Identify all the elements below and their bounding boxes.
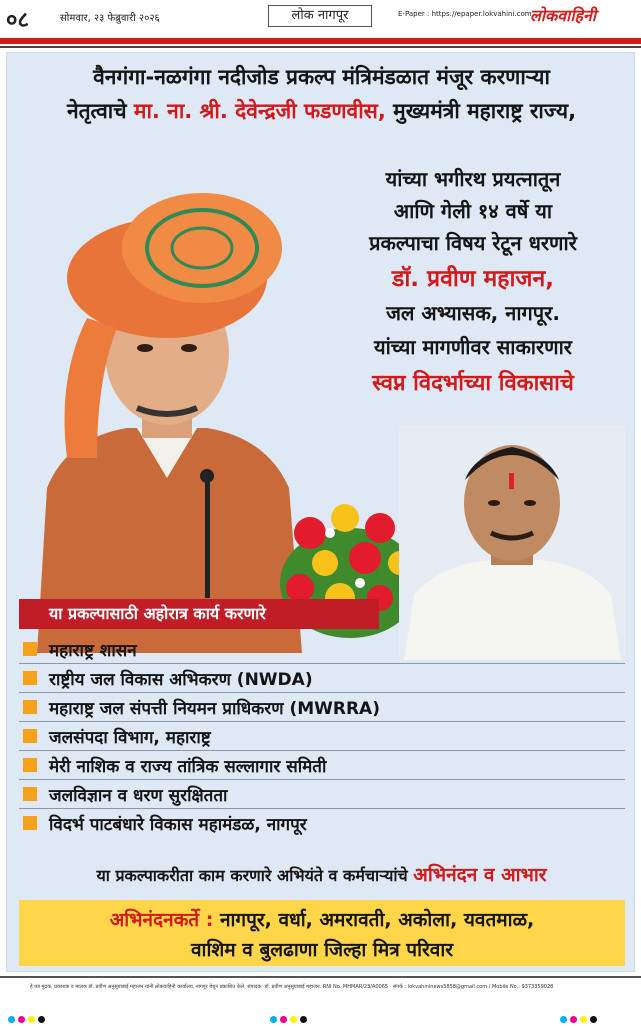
header-rule xyxy=(0,38,641,44)
list-item: महाराष्ट्र शासन xyxy=(19,635,625,664)
bullet-square-icon xyxy=(23,700,37,714)
registration-marks-center xyxy=(270,1008,310,1018)
list-item: जलसंपदा विभाग, महाराष्ट्र xyxy=(19,722,625,751)
registration-marks-right xyxy=(560,1008,600,1018)
right-text-3: प्रकल्पाचा विषय रेटून धरणारे xyxy=(369,231,577,255)
honoree-name: डॉ. प्रवीण महाजन, xyxy=(392,266,554,292)
registration-marks-left xyxy=(8,1008,48,1018)
newspaper-logo: लोकवाहिनी xyxy=(530,6,596,25)
footer-rule xyxy=(0,976,641,978)
tagline: स्वप्न विदर्भाच्या विकासाचे xyxy=(372,371,574,396)
epaper-link[interactable]: E-Paper : https://epaper.lokvahini.com xyxy=(398,10,532,18)
list-item: विदर्भ पाटबंधारे विकास महामंडळ, नागपूर xyxy=(19,809,625,837)
bullet-square-icon xyxy=(23,642,37,656)
greeters-box xyxy=(19,900,625,966)
headline-line-1: वैनगंगा-नळगंगा नदीजोड प्रकल्प मंत्रिमंडळात मंजूर करणाऱ्या xyxy=(93,65,550,89)
headline-line-2 xyxy=(7,97,636,125)
right-text-2: आणि गेली १४ वर्षे या xyxy=(393,199,553,223)
right-text-6: यांच्या मागणीवर साकारणार xyxy=(374,335,572,359)
page-number: ०८ xyxy=(6,8,29,33)
bullet-square-icon xyxy=(23,758,37,772)
honoree-portrait-image xyxy=(399,425,625,660)
advertisement-panel xyxy=(6,52,635,972)
issue-date: सोमवार, २३ फेब्रुवारी २०२६ xyxy=(60,13,160,24)
bullet-square-icon xyxy=(23,729,37,743)
list-item: मेरी नाशिक व राज्य तांत्रिक सल्लागार समिती xyxy=(19,751,625,780)
bullet-square-icon xyxy=(23,816,37,830)
right-text-5: जल अभ्यासक, नागपूर. xyxy=(386,301,560,325)
closing-line xyxy=(7,861,636,887)
cm-portrait-image xyxy=(27,158,307,653)
greeters-districts: नागपूर, वर्धा, अमरावती, अकोला, यवतमाळ, xyxy=(219,909,535,931)
headline-suffix: मुख्यमंत्री महाराष्ट्र राज्य, xyxy=(393,99,577,123)
works-banner: या प्रकल्पासाठी अहोरात्र कार्य करणारे xyxy=(19,599,379,629)
greeters-label: अभिनंदनकर्ते : xyxy=(109,909,214,931)
footer-imprint: हे पत्र मुद्रक, प्रकाशक व मालक डॉ. प्रवीण अनुसूयाबाई महाजन यांनी लोकवाहिनी कार्यालय, नागपूर येथून प्रकाशित केले. संपादक: डॉ. प्रवीण अनुसूयाबाई महाजन. RNI No. MHMAR/23/A0065 · संपर्क : lokvahininews5858@gmail.com / Mobile No.: 9373359028 xyxy=(30,984,554,990)
bullet-square-icon xyxy=(23,787,37,801)
bullet-square-icon xyxy=(23,671,37,685)
closing-text: या प्रकल्पाकरीता काम करणारे अभियंते व कर्मचाऱ्यांचे xyxy=(96,866,408,885)
list-item: महाराष्ट्र जल संपत्ती नियमन प्राधिकरण (MWRRA) xyxy=(19,693,625,722)
organisation-list xyxy=(19,635,625,837)
list-item: जलविज्ञान व धरण सुरक्षितता xyxy=(19,780,625,809)
headline-prefix: नेतृत्वाचे xyxy=(66,99,127,123)
edition-city: लोक नागपूर xyxy=(268,5,372,27)
list-item: राष्ट्रीय जल विकास अभिकरण (NWDA) xyxy=(19,664,625,693)
cm-name: मा. ना. श्री. देवेन्द्रजी फडणवीस, xyxy=(133,99,386,123)
greeters-line-1 xyxy=(19,906,625,932)
greeters-line-2: वाशिम व बुलढाणा जिल्हा मित्र परिवार xyxy=(190,939,454,961)
header-rule-thin xyxy=(0,46,641,48)
right-text-1: यांच्या भगीरथ प्रयत्नातून xyxy=(385,167,561,191)
masthead xyxy=(0,0,641,44)
closing-highlight: अभिनंदन व आभार xyxy=(413,864,547,886)
